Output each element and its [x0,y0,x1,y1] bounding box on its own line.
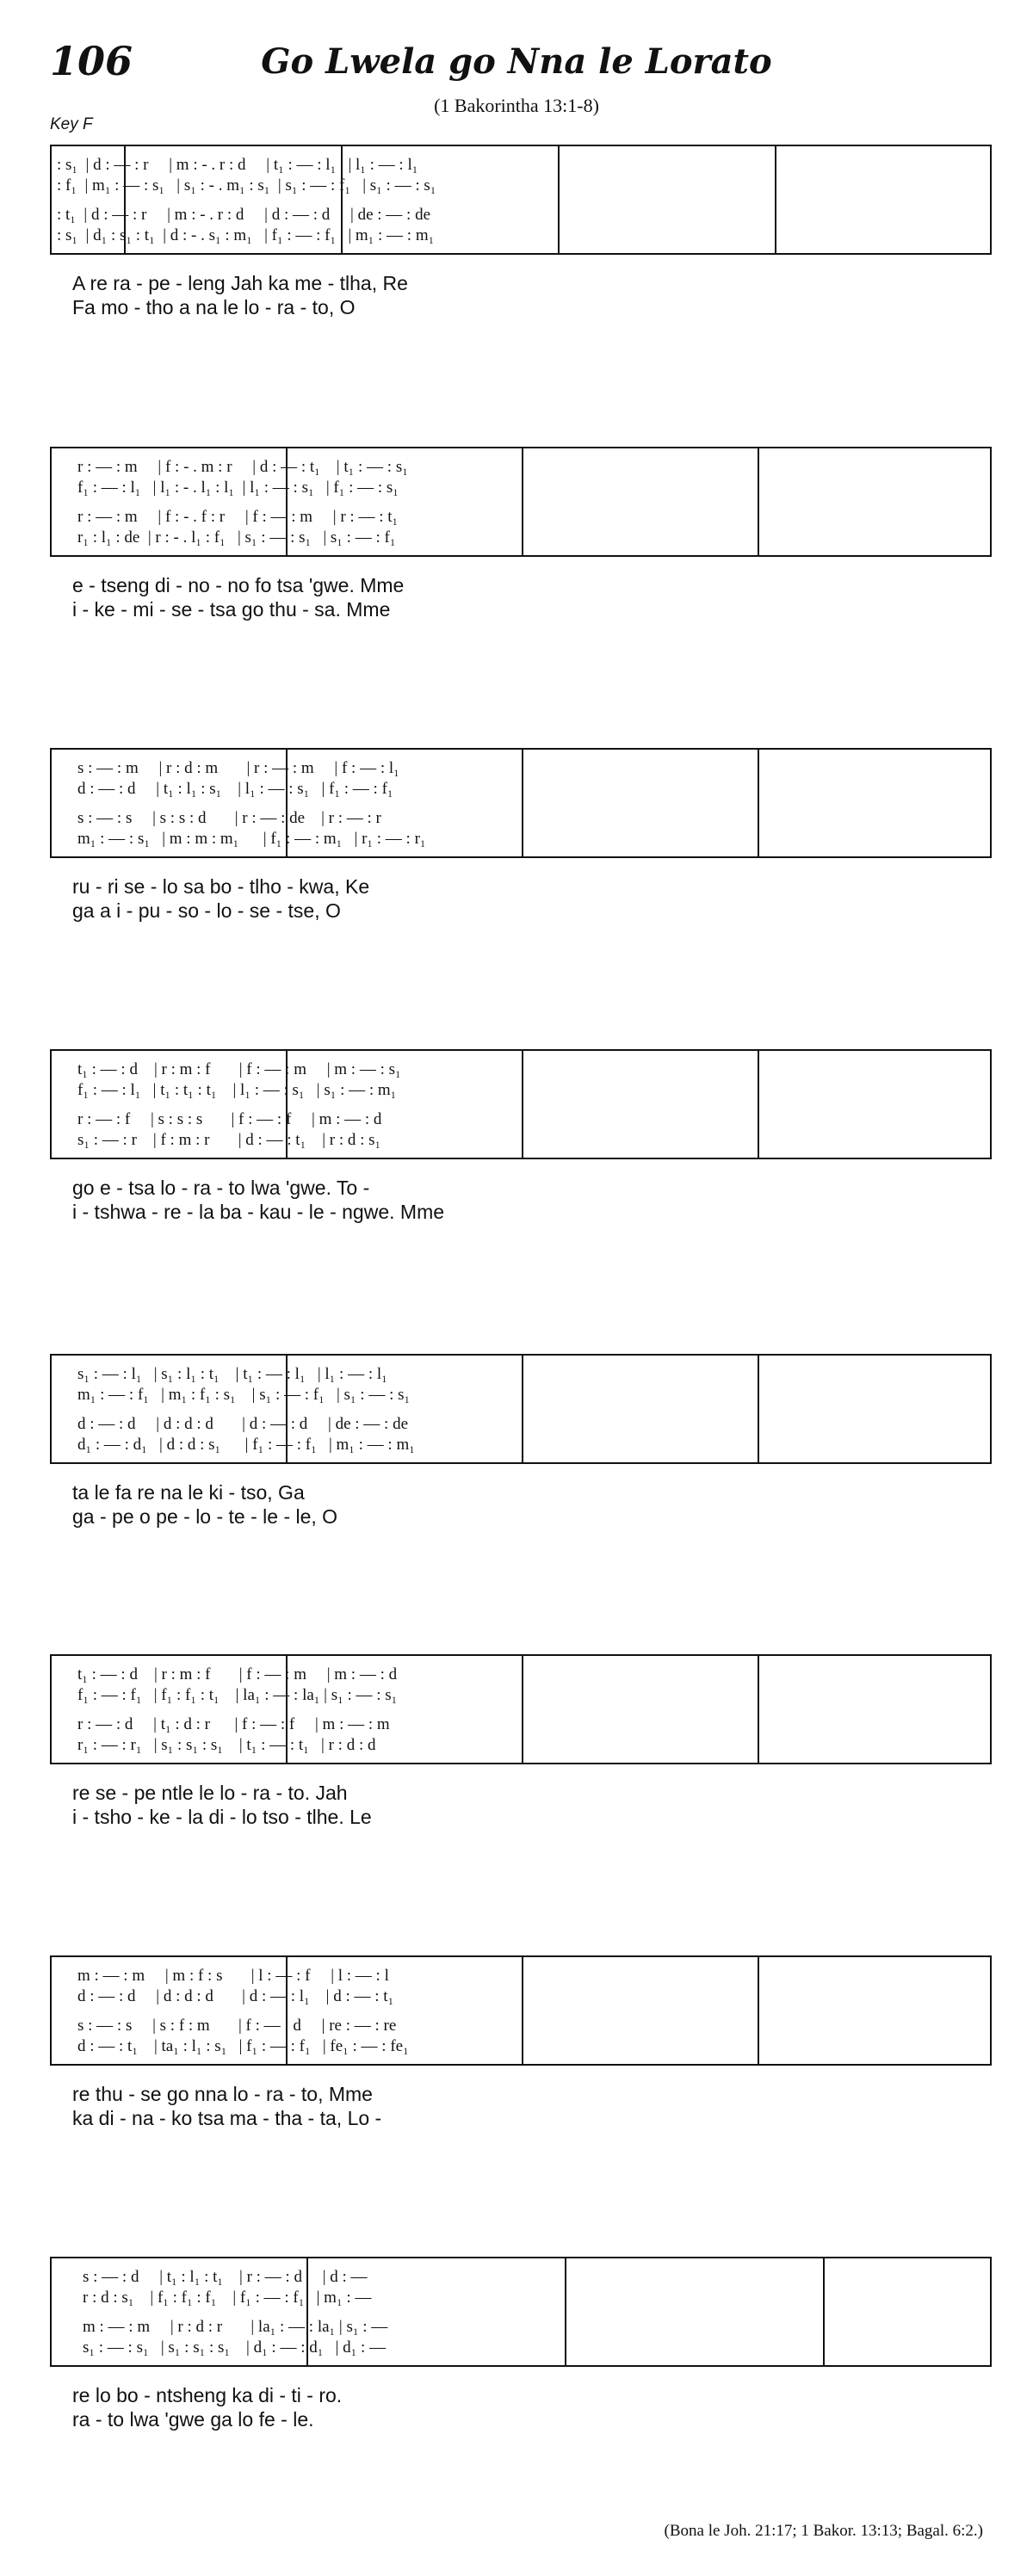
tenor-line: d : — : d | d : d : d | d : — : d | de : — : de [77,1415,409,1433]
bass-line: r₁ : l₁ : de | r : - . l₁ : f₁ | s₁ : — : s₁ | s₁ : — : f₁ [77,528,396,547]
lyric-verse-1: re lo bo - ntsheng ka di - ti - ro. [72,2384,343,2406]
alto-line: m₁ : — : f₁ | m₁ : f₁ : s₁ | s₁ : — : f₁ | s₁ : — : s₁ [77,1386,411,1404]
soprano-line: r : — : m | f : - . m : r | d : — : t₁ | t₁ : — : s₁ [77,458,408,476]
lyric-verse-2: ga a i - pu - so - lo - se - tse, O [72,899,341,922]
bass-line: r₁ : — : r₁ | s₁ : s₁ : s₁ | t₁ : — : t₁ | r : d : d [77,1736,376,1754]
music-system [50,748,992,858]
tenor-line: r : — : f | s : s : s | f : — : f | m : — : d [77,1110,382,1128]
barline [522,448,523,555]
alto-line: r : d : s₁ | f₁ : f₁ : f₁ | f₁ : — : f₁ | m₁ : — [83,2289,372,2307]
barline [758,1051,759,1158]
tenor-line: : t₁ | d : — : r | m : - . r : d | d : — : d | de : — : de [57,206,431,224]
barline [758,1656,759,1763]
barline [522,750,523,856]
lyric-verse-2: i - tshwa - re - la ba - kau - le - ngwe. Mme [72,1201,445,1223]
tenor-line: s : — : s | s : s : d | r : — : de | r : — : r [77,809,381,827]
barline [823,2258,825,2365]
soprano-line: t₁ : — : d | r : m : f | f : — : m | m : — : s₁ [77,1060,401,1078]
soprano-line: s : — : m | r : d : m | r : — : m | f : — : l₁ [77,759,399,777]
alto-line: d : — : d | t₁ : l₁ : s₁ | l₁ : — : s₁ | f₁ : — : f₁ [77,780,393,798]
alto-line: f₁ : — : l₁ | t₁ : t₁ : t₁ | l₁ : — : s₁ | s₁ : — : m₁ [77,1081,397,1099]
tenor-line: r : — : d | t₁ : d : r | f : — : f | m : — : m [77,1715,390,1733]
key-signature: Key F [50,115,93,133]
bass-line: m₁ : — : s₁ | m : m : m₁ | f₁ : — : m₁ | r₁ : — : r₁ [77,830,426,848]
music-system [50,1955,992,2066]
music-system [50,145,992,255]
soprano-line: t₁ : — : d | r : m : f | f : — : m | m : — : d [77,1665,398,1683]
lyric-verse-2: i - tsho - ke - la di - lo tso - tlhe. Le [72,1806,372,1828]
alto-line: f₁ : — : f₁ | f₁ : f₁ : t₁ | la₁ : — : la₁ | s₁ : — : s₁ [77,1686,398,1704]
barline [565,2258,566,2365]
hymn-number: 106 [50,38,133,84]
lyric-verse-2: ka di - na - ko tsa ma - tha - ta, Lo - [72,2107,382,2129]
hymn-title: Go Lwela go Nna le Lorato [261,41,772,82]
lyric-verse-1: ru - ri se - lo sa bo - tlho - kwa, Ke [72,875,370,898]
barline [775,146,776,253]
lyric-verse-1: go e - tsa lo - ra - to lwa 'gwe. To - [72,1177,370,1199]
tenor-line: m : — : m | r : d : r | la₁ : — : la₁ | s₁ : — [83,2318,388,2336]
lyric-verse-1: A re ra - pe - leng Jah ka me - tlha, Re [72,272,408,294]
music-system [50,2257,992,2367]
barline [522,1051,523,1158]
barline [558,146,560,253]
barline [758,1356,759,1462]
alto-line: f₁ : — : l₁ | l₁ : - . l₁ : l₁ | l₁ : — : s₁ | f₁ : — : s₁ [77,479,399,497]
lyric-verse-2: ga - pe o pe - lo - te - le - le, O [72,1505,338,1528]
music-system [50,447,992,557]
soprano-line: s : — : d | t₁ : l₁ : t₁ | r : — : d | d : — [83,2268,368,2286]
soprano-line: m : — : m | m : f : s | l : — : f | l : — : l [77,1967,389,1985]
barline [522,1656,523,1763]
lyric-verse-1: re thu - se go nna lo - ra - to, Mme [72,2083,373,2105]
lyric-verse-2: i - ke - mi - se - tsa go thu - sa. Mme [72,598,391,621]
lyric-verse-2: ra - to lwa 'gwe ga lo fe - le. [72,2408,314,2431]
barline [758,750,759,856]
tenor-line: s : — : s | s : f : m | f : — : d | re : — : re [77,2017,397,2035]
alto-line: d : — : d | d : d : d | d : — : l₁ | d : — : t₁ [77,1987,394,2005]
music-system [50,1654,992,1764]
tenor-line: r : — : m | f : - . f : r | f : — : m | r : — : t₁ [77,508,399,526]
bass-line: : s₁ | d₁ : s₁ : t₁ | d : - . s₁ : m₁ | f₁ : — : f₁ | m₁ : — : m₁ [57,226,435,244]
soprano-line: : s₁ | d : — : r | m : - . r : d | t₁ : — : l₁ | l₁ : — : l₁ [57,156,418,174]
bass-line: s₁ : — : s₁ | s₁ : s₁ : s₁ | d₁ : — : d₁ | d₁ : — [83,2338,387,2357]
scripture-reference: (1 Bakorintha 13:1-8) [434,95,599,116]
bass-line: s₁ : — : r | f : m : r | d : — : t₁ | r : d : s₁ [77,1131,381,1149]
soprano-line: s₁ : — : l₁ | s₁ : l₁ : t₁ | t₁ : — : l₁ | l₁ : — : l₁ [77,1365,387,1383]
lyric-verse-2: Fa mo - tho a na le lo - ra - to, O [72,296,356,318]
music-system [50,1049,992,1159]
lyric-verse-1: e - tseng di - no - no fo tsa 'gwe. Mme [72,574,405,596]
bass-line: d₁ : — : d₁ | d : d : s₁ | f₁ : — : f₁ | m₁ : — : m₁ [77,1436,415,1454]
alto-line: : f₁ | m₁ : — : s₁ | s₁ : - . m₁ : s₁ | s₁ : — : f₁ | s₁ : — : s₁ [57,176,436,195]
barline [758,1957,759,2064]
music-system [50,1354,992,1464]
barline [522,1957,523,2064]
lyric-verse-1: ta le fa re na le ki - tso, Ga [72,1481,305,1504]
barline [522,1356,523,1462]
bass-line: d : — : t₁ | ta₁ : l₁ : s₁ | f₁ : — : f₁ | fe₁ : — : fe₁ [77,2037,409,2055]
footnote-references: (Bona le Joh. 21:17; 1 Bakor. 13:13; Bagal. 6:2.) [664,2522,983,2540]
barline [758,448,759,555]
lyric-verse-1: re se - pe ntle le lo - ra - to. Jah [72,1782,348,1804]
